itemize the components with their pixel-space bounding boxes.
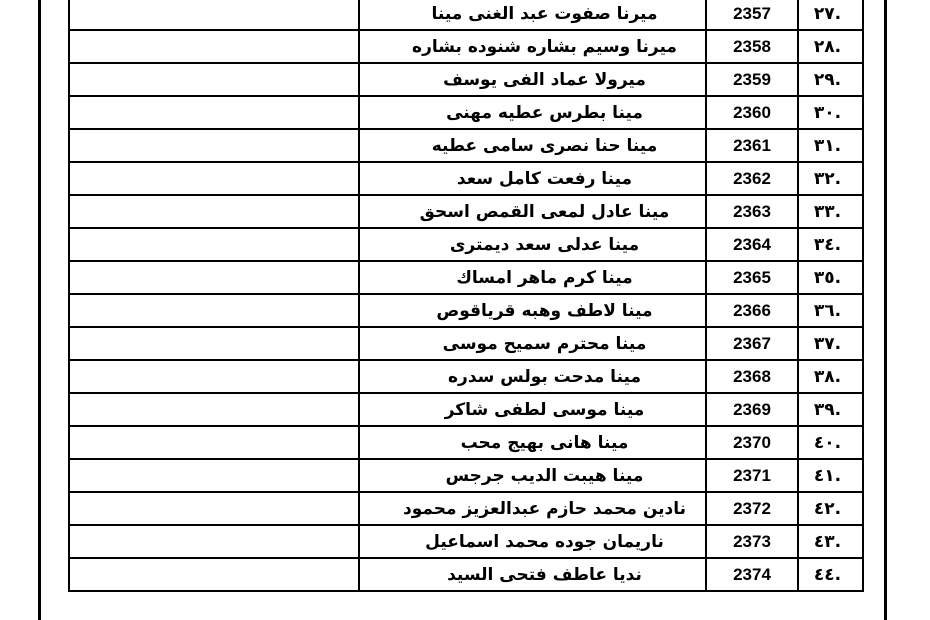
table-row bbox=[69, 492, 863, 525]
row-index-cell: .٢٧ bbox=[798, 0, 863, 30]
table-row bbox=[69, 129, 863, 162]
seat-number-cell: 2374 bbox=[706, 558, 798, 591]
blank-cell bbox=[69, 360, 359, 393]
row-index-cell: .٢٩ bbox=[798, 63, 863, 96]
table-row bbox=[69, 426, 863, 459]
table-row bbox=[69, 294, 863, 327]
student-name-cell: مينا هانى بهيج محب bbox=[359, 426, 706, 459]
row-index-cell: .٢٨ bbox=[798, 30, 863, 63]
table-row bbox=[69, 228, 863, 261]
seat-number-cell: 2371 bbox=[706, 459, 798, 492]
student-name-cell: مينا كرم ماهر امساك bbox=[359, 261, 706, 294]
student-name-cell: نديا عاطف فتحى السيد bbox=[359, 558, 706, 591]
blank-cell bbox=[69, 129, 359, 162]
student-name-cell: ميرنا صفوت عبد الغنى مينا bbox=[359, 0, 706, 30]
table-row bbox=[69, 96, 863, 129]
blank-cell bbox=[69, 492, 359, 525]
seat-number-cell: 2358 bbox=[706, 30, 798, 63]
row-index-cell: .٤٣ bbox=[798, 525, 863, 558]
seat-number-cell: 2367 bbox=[706, 327, 798, 360]
table-row bbox=[69, 261, 863, 294]
table-row bbox=[69, 360, 863, 393]
table-row bbox=[69, 0, 863, 30]
table-row bbox=[69, 30, 863, 63]
student-name-cell: مينا عادل لمعى القمص اسحق bbox=[359, 195, 706, 228]
seat-number-cell: 2364 bbox=[706, 228, 798, 261]
blank-cell bbox=[69, 327, 359, 360]
seat-number-cell: 2372 bbox=[706, 492, 798, 525]
seat-number-cell: 2369 bbox=[706, 393, 798, 426]
table-row bbox=[69, 393, 863, 426]
student-name-cell: مينا حنا نصرى سامى عطيه bbox=[359, 129, 706, 162]
blank-cell bbox=[69, 261, 359, 294]
blank-cell bbox=[69, 96, 359, 129]
row-index-cell: .٣٦ bbox=[798, 294, 863, 327]
row-index-cell: .٤١ bbox=[798, 459, 863, 492]
student-name-cell: مينا مدحت بولس سدره bbox=[359, 360, 706, 393]
seat-number-cell: 2365 bbox=[706, 261, 798, 294]
row-index-cell: .٣٧ bbox=[798, 327, 863, 360]
table-row bbox=[69, 63, 863, 96]
blank-cell bbox=[69, 426, 359, 459]
page-border-left bbox=[38, 0, 41, 620]
student-name-cell: مينا رفعت كامل سعد bbox=[359, 162, 706, 195]
blank-cell bbox=[69, 228, 359, 261]
table-row bbox=[69, 459, 863, 492]
student-name-cell: ناريمان جوده محمد اسماعيل bbox=[359, 525, 706, 558]
table-row bbox=[69, 327, 863, 360]
student-roster-table bbox=[68, 0, 864, 592]
roster-body bbox=[69, 0, 863, 591]
seat-number-cell: 2359 bbox=[706, 63, 798, 96]
student-name-cell: مينا محترم سميح موسى bbox=[359, 327, 706, 360]
row-index-cell: .٣٤ bbox=[798, 228, 863, 261]
seat-number-cell: 2368 bbox=[706, 360, 798, 393]
table-row bbox=[69, 525, 863, 558]
table-row bbox=[69, 195, 863, 228]
blank-cell bbox=[69, 393, 359, 426]
student-name-cell: مينا بطرس عطيه مهنى bbox=[359, 96, 706, 129]
blank-cell bbox=[69, 525, 359, 558]
seat-number-cell: 2370 bbox=[706, 426, 798, 459]
row-index-cell: .٣٣ bbox=[798, 195, 863, 228]
page-border-right bbox=[884, 0, 887, 620]
student-name-cell: مينا موسى لطفى شاكر bbox=[359, 393, 706, 426]
row-index-cell: .٣١ bbox=[798, 129, 863, 162]
row-index-cell: .٤٤ bbox=[798, 558, 863, 591]
table-row bbox=[69, 558, 863, 591]
row-index-cell: .٣٥ bbox=[798, 261, 863, 294]
seat-number-cell: 2366 bbox=[706, 294, 798, 327]
table-row bbox=[69, 162, 863, 195]
blank-cell bbox=[69, 195, 359, 228]
seat-number-cell: 2361 bbox=[706, 129, 798, 162]
seat-number-cell: 2362 bbox=[706, 162, 798, 195]
row-index-cell: .٣٨ bbox=[798, 360, 863, 393]
row-index-cell: .٣٩ bbox=[798, 393, 863, 426]
blank-cell bbox=[69, 63, 359, 96]
row-index-cell: .٣٠ bbox=[798, 96, 863, 129]
student-name-cell: مينا هيبت الديب جرجس bbox=[359, 459, 706, 492]
blank-cell bbox=[69, 558, 359, 591]
blank-cell bbox=[69, 459, 359, 492]
blank-cell bbox=[69, 162, 359, 195]
seat-number-cell: 2360 bbox=[706, 96, 798, 129]
student-name-cell: ميرنا وسيم بشاره شنوده بشاره bbox=[359, 30, 706, 63]
student-name-cell: ميرولا عماد الفى يوسف bbox=[359, 63, 706, 96]
student-name-cell: مينا لاطف وهبه قرياقوص bbox=[359, 294, 706, 327]
row-index-cell: .٤٢ bbox=[798, 492, 863, 525]
blank-cell bbox=[69, 30, 359, 63]
blank-cell bbox=[69, 294, 359, 327]
student-name-cell: نادين محمد حازم عبدالعزيز محمود bbox=[359, 492, 706, 525]
seat-number-cell: 2357 bbox=[706, 0, 798, 30]
seat-number-cell: 2363 bbox=[706, 195, 798, 228]
row-index-cell: .٣٢ bbox=[798, 162, 863, 195]
student-name-cell: مينا عدلى سعد ديمترى bbox=[359, 228, 706, 261]
blank-cell bbox=[69, 0, 359, 30]
seat-number-cell: 2373 bbox=[706, 525, 798, 558]
row-index-cell: .٤٠ bbox=[798, 426, 863, 459]
